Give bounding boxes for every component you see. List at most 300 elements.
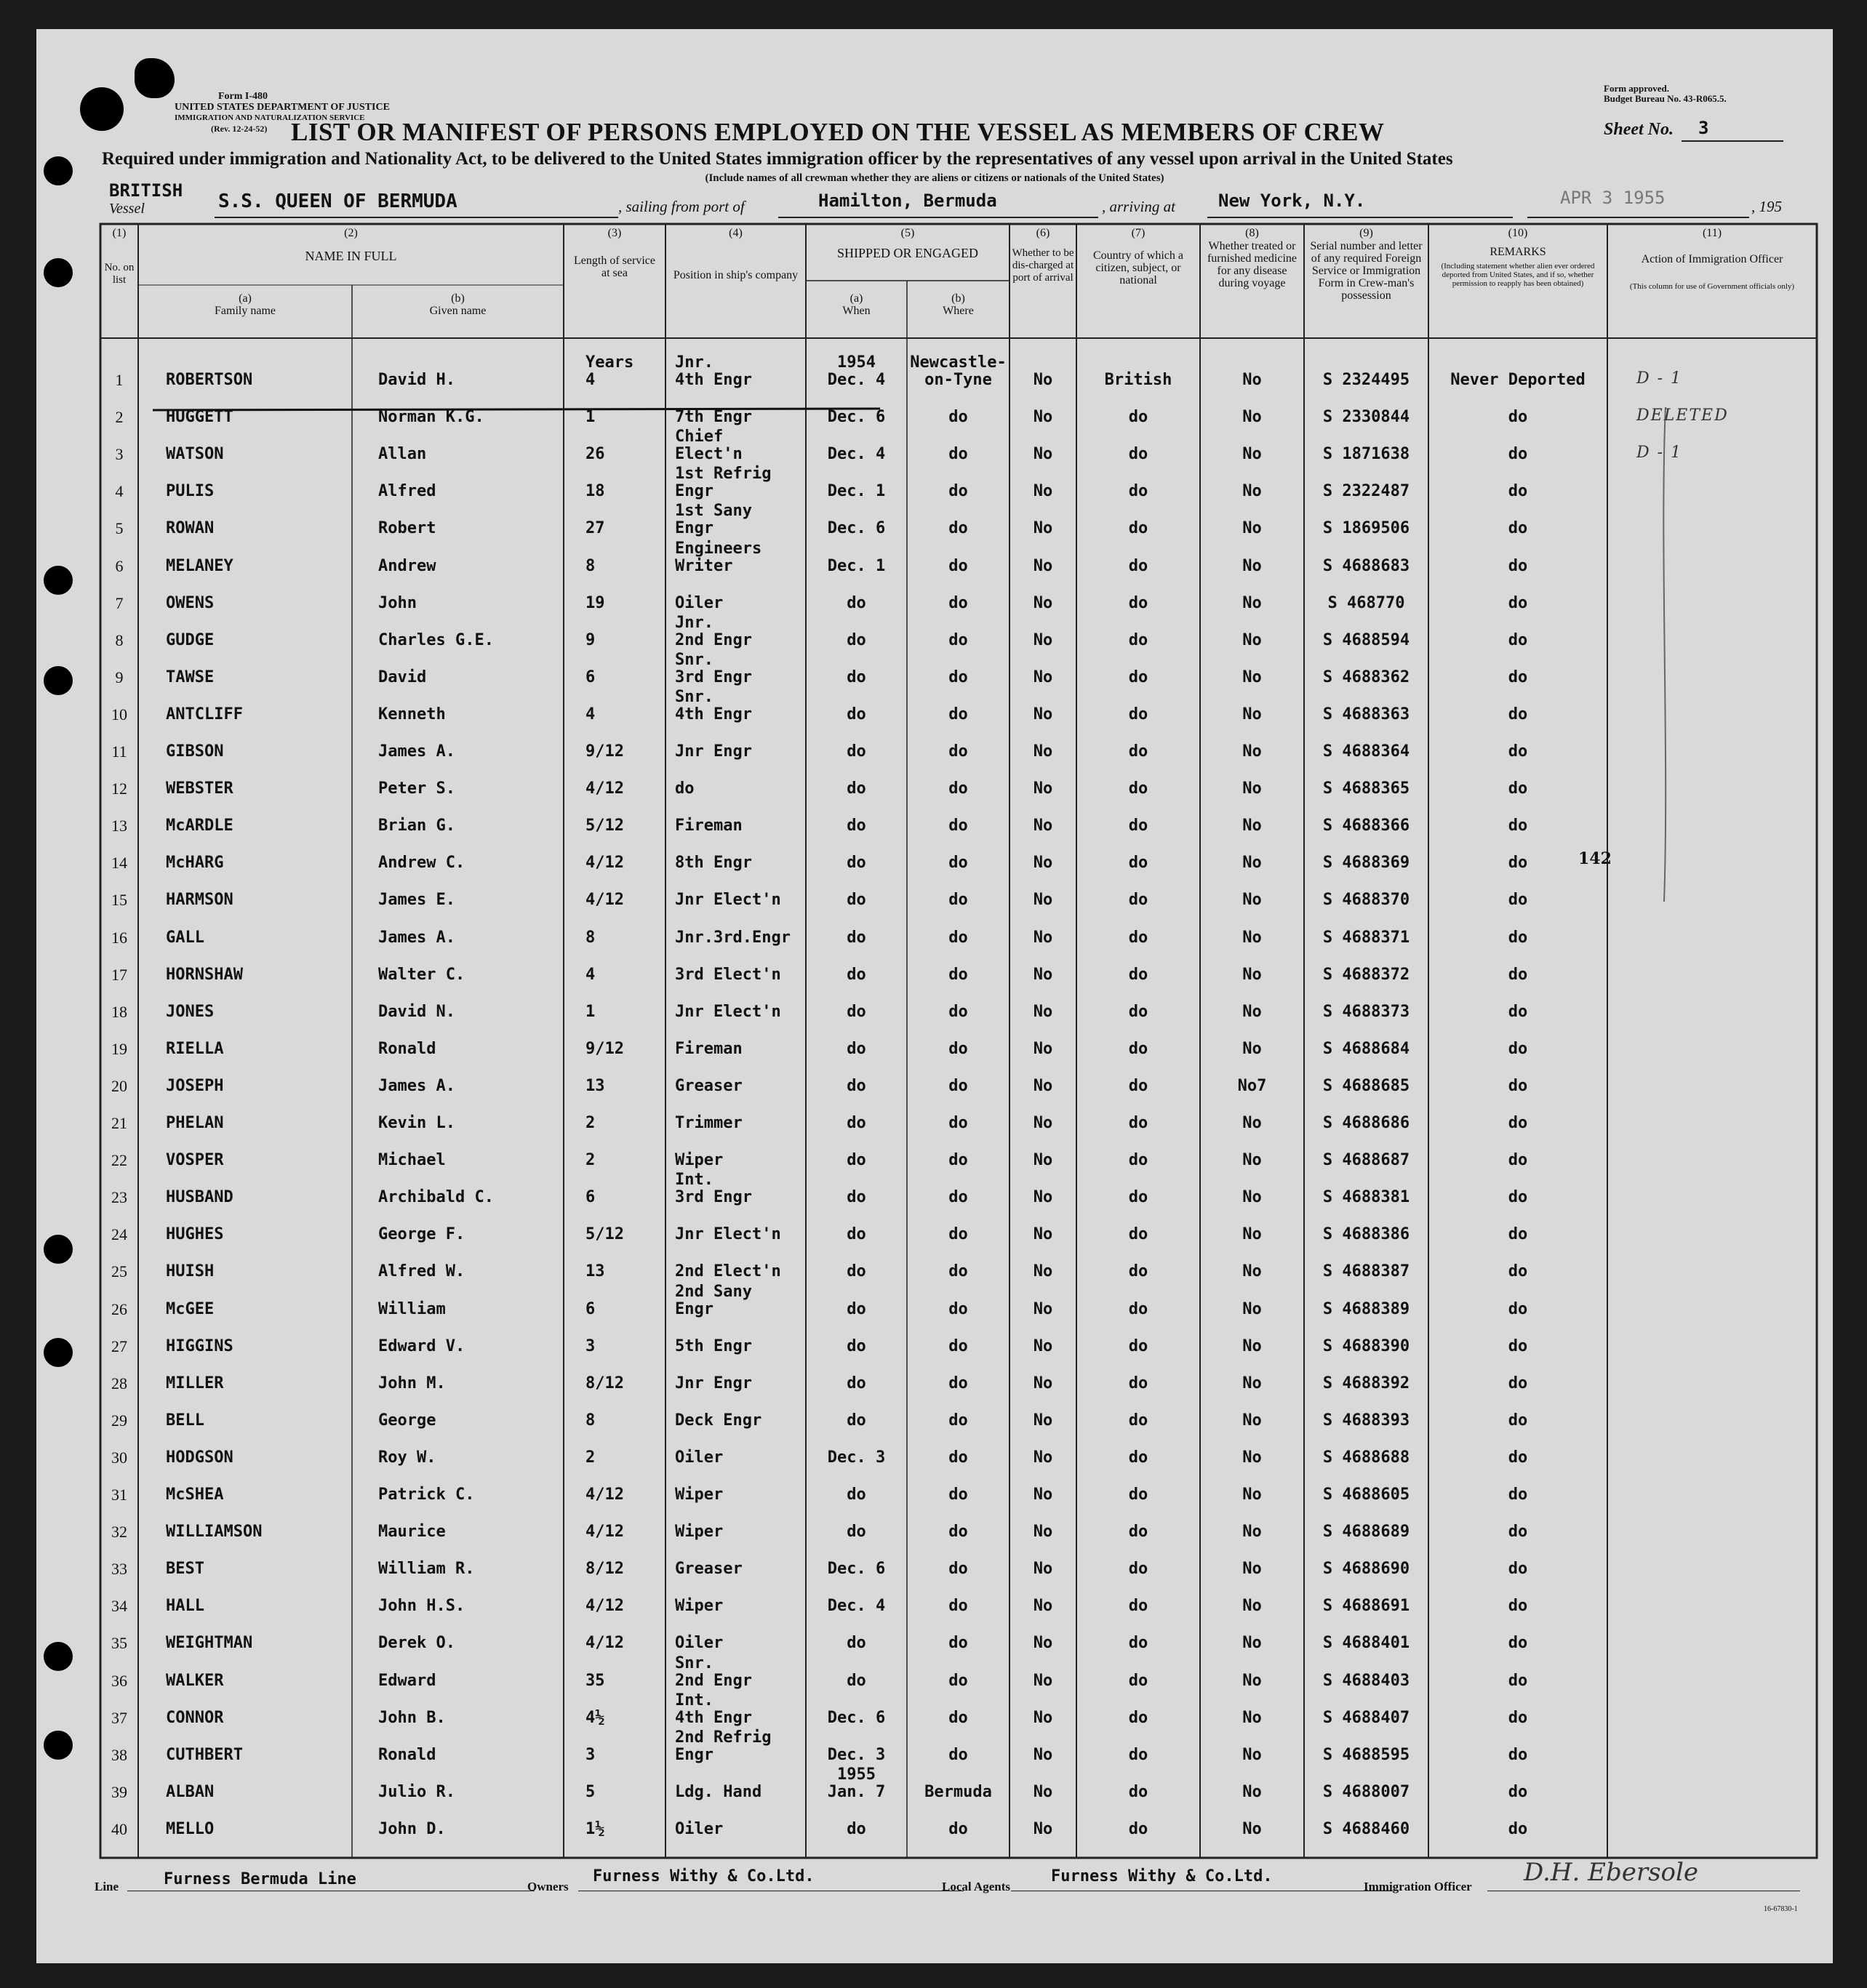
col-header-8: (8) bbox=[1245, 227, 1259, 239]
cell-remarks: do bbox=[1508, 630, 1528, 649]
cell-length: 3 bbox=[585, 1336, 596, 1355]
cell-when: do bbox=[847, 593, 866, 612]
cell-no: 27 bbox=[111, 1336, 127, 1355]
cell-where: do bbox=[948, 408, 968, 427]
cell-treated: No bbox=[1242, 371, 1262, 389]
cell-serial: S 4688392 bbox=[1322, 1374, 1410, 1392]
cell-family: HUSBAND bbox=[166, 1188, 233, 1207]
cell-serial: S 4688364 bbox=[1322, 742, 1410, 761]
cell-when: do bbox=[847, 965, 866, 984]
cell-country: do bbox=[1128, 1782, 1148, 1801]
cell-given: Archibald C. bbox=[378, 1188, 494, 1207]
cell-where: do bbox=[948, 668, 968, 686]
cell-position: Oiler bbox=[675, 1634, 724, 1653]
cell-position-upper: Int. bbox=[675, 1691, 713, 1710]
cell-no: 13 bbox=[111, 817, 127, 835]
cell-where-upper: Newcastle- bbox=[910, 353, 1007, 372]
cell-serial: S 468770 bbox=[1327, 593, 1405, 612]
cell-position: Trimmer bbox=[675, 1114, 743, 1132]
cell-when: do bbox=[847, 1374, 866, 1392]
col-header-4: (4) bbox=[729, 227, 743, 239]
manifest-note: (Include names of all crewman whether they are aliens or citizens or nationals of the United States) bbox=[705, 172, 1164, 184]
cell-position: Engr bbox=[675, 482, 713, 501]
cell-family: ALBAN bbox=[166, 1782, 215, 1801]
cell-serial: S 4688407 bbox=[1322, 1708, 1410, 1727]
cell-no: 20 bbox=[111, 1076, 127, 1095]
cell-where: do bbox=[948, 1523, 968, 1542]
col-header-remarks: REMARKS bbox=[1490, 246, 1546, 258]
year-suffix: , 195 bbox=[1751, 198, 1782, 215]
cell-where: do bbox=[948, 1486, 968, 1504]
cell-length: 8 bbox=[585, 928, 596, 947]
cell-remarks: do bbox=[1508, 1114, 1528, 1132]
cell-position-upper: Jnr. bbox=[675, 353, 713, 372]
cell-family: WEIGHTMAN bbox=[166, 1634, 253, 1653]
cell-family: GALL bbox=[166, 928, 204, 947]
cell-serial: S 4688370 bbox=[1322, 891, 1410, 910]
manifest-subtitle: Required under immigration and Nationality Act, to be delivered to the United States immigration officer by the representatives of any vessel upon arrival in the United States bbox=[102, 149, 1453, 169]
print-code: 16-67830-1 bbox=[1764, 1905, 1798, 1913]
cell-remarks: do bbox=[1508, 742, 1528, 761]
cell-serial: S 4688460 bbox=[1322, 1819, 1410, 1838]
cell-where: do bbox=[948, 556, 968, 575]
cell-length: 4/12 bbox=[585, 891, 624, 910]
cell-where: do bbox=[948, 1745, 968, 1764]
col-header-11: (11) bbox=[1702, 227, 1722, 239]
cell-family: CONNOR bbox=[166, 1708, 224, 1727]
cell-serial: S 4688683 bbox=[1322, 556, 1410, 575]
cell-remarks: do bbox=[1508, 1151, 1528, 1170]
cell-family: ROBERTSON bbox=[166, 371, 253, 389]
cell-family: MELLO bbox=[166, 1819, 215, 1838]
cell-country: do bbox=[1128, 445, 1148, 464]
cell-serial: S 4688684 bbox=[1322, 1039, 1410, 1058]
cell-treated: No bbox=[1242, 1560, 1262, 1579]
cell-country: do bbox=[1128, 965, 1148, 984]
cell-position: Greaser bbox=[675, 1560, 743, 1579]
cell-disch: No bbox=[1033, 1745, 1053, 1764]
cell-serial: S 4688373 bbox=[1322, 1002, 1410, 1021]
cell-no: 26 bbox=[111, 1299, 127, 1318]
cell-no: 23 bbox=[111, 1188, 127, 1207]
cell-disch: No bbox=[1033, 1671, 1053, 1690]
col-header-given-name: (b) Given name bbox=[429, 292, 487, 317]
cell-given: Ronald bbox=[378, 1039, 436, 1058]
cell-remarks: do bbox=[1508, 1708, 1528, 1727]
cell-serial: S 4688403 bbox=[1322, 1671, 1410, 1690]
cell-position: Jnr Engr bbox=[675, 742, 752, 761]
cell-country: do bbox=[1128, 928, 1148, 947]
cell-length: 8 bbox=[585, 1411, 596, 1430]
cell-treated: No bbox=[1242, 854, 1262, 873]
cell-where: do bbox=[948, 928, 968, 947]
cell-remarks: do bbox=[1508, 1486, 1528, 1504]
cell-remarks: do bbox=[1508, 519, 1528, 538]
cell-length: 6 bbox=[585, 1188, 596, 1207]
cell-serial: S 2324495 bbox=[1322, 371, 1410, 389]
cell-disch: No bbox=[1033, 1523, 1053, 1542]
cell-position: Wiper bbox=[675, 1523, 724, 1542]
col-header-when: (a) When bbox=[842, 292, 871, 317]
cell-length: 35 bbox=[585, 1671, 605, 1690]
col-header-country: Country of which a citizen, subject, or national bbox=[1093, 249, 1183, 286]
department-name: UNITED STATES DEPARTMENT OF JUSTICE bbox=[175, 102, 390, 113]
cell-treated: No bbox=[1242, 482, 1262, 501]
cell-length: 9/12 bbox=[585, 1039, 624, 1058]
cell-country: do bbox=[1128, 742, 1148, 761]
cell-position: do bbox=[675, 779, 695, 798]
cell-remarks: do bbox=[1508, 854, 1528, 873]
cell-given: Maurice bbox=[378, 1523, 446, 1542]
cell-country: do bbox=[1128, 1634, 1148, 1653]
cell-family: OWENS bbox=[166, 593, 215, 612]
cell-serial: S 4688689 bbox=[1322, 1523, 1410, 1542]
cell-when: do bbox=[847, 1076, 866, 1095]
cell-when: Jan. 7 bbox=[827, 1782, 886, 1801]
cell-treated: No bbox=[1242, 965, 1262, 984]
cell-when: Dec. 4 bbox=[827, 445, 886, 464]
cell-disch: No bbox=[1033, 482, 1053, 501]
cell-where: do bbox=[948, 1225, 968, 1244]
cell-treated: No bbox=[1242, 1745, 1262, 1764]
cell-position-upper: 2nd Sany bbox=[675, 1282, 752, 1301]
cell-no: 28 bbox=[111, 1374, 127, 1392]
cell-length: 3 bbox=[585, 1745, 596, 1764]
cell-treated: No bbox=[1242, 556, 1262, 575]
cell-family: McARDLE bbox=[166, 817, 233, 835]
cell-given: James A. bbox=[378, 742, 455, 761]
cell-country: do bbox=[1128, 1002, 1148, 1021]
cell-given: Edward V. bbox=[378, 1336, 465, 1355]
officer-label: Immigration Officer bbox=[1364, 1880, 1472, 1893]
cell-no: 31 bbox=[111, 1486, 127, 1504]
cell-where: do bbox=[948, 1114, 968, 1132]
cell-given: Julio R. bbox=[378, 1782, 455, 1801]
service-name: IMMIGRATION AND NATURALIZATION SERVICE bbox=[175, 113, 365, 122]
cell-length: 6 bbox=[585, 668, 596, 686]
cell-family: HALL bbox=[166, 1597, 204, 1616]
col-header-2: (2) bbox=[344, 227, 358, 239]
cell-position-upper: Snr. bbox=[675, 1654, 713, 1672]
vessel-name: S.S. QUEEN OF BERMUDA bbox=[218, 191, 457, 212]
cell-where: do bbox=[948, 891, 968, 910]
cell-treated: No bbox=[1242, 1634, 1262, 1653]
cell-family: CUTHBERT bbox=[166, 1745, 243, 1764]
cell-remarks: do bbox=[1508, 445, 1528, 464]
cell-where: do bbox=[948, 1374, 968, 1392]
cell-disch: No bbox=[1033, 1560, 1053, 1579]
cell-remarks: do bbox=[1508, 1262, 1528, 1281]
cell-given: Alfred bbox=[378, 482, 436, 501]
manifest-title: LIST OR MANIFEST OF PERSONS EMPLOYED ON THE VESSEL AS MEMBERS OF CREW bbox=[291, 118, 1385, 146]
cell-given: George bbox=[378, 1411, 436, 1430]
cell-remarks: do bbox=[1508, 482, 1528, 501]
cell-position: Deck Engr bbox=[675, 1411, 762, 1430]
cell-position-upper: Engineers bbox=[675, 539, 762, 558]
cell-where: do bbox=[948, 1634, 968, 1653]
cell-serial: S 4688691 bbox=[1322, 1597, 1410, 1616]
cell-no: 10 bbox=[111, 705, 127, 724]
cell-position: 2nd Engr bbox=[675, 1671, 752, 1690]
cell-length: 27 bbox=[585, 519, 605, 538]
cell-when: do bbox=[847, 891, 866, 910]
cell-position: Jnr Elect'n bbox=[675, 891, 781, 910]
cell-treated: No bbox=[1242, 408, 1262, 427]
cell-serial: S 4688369 bbox=[1322, 854, 1410, 873]
cell-remarks: do bbox=[1508, 817, 1528, 835]
cell-family: HODGSON bbox=[166, 1448, 233, 1467]
cell-family: BEST bbox=[166, 1560, 204, 1579]
cell-country: do bbox=[1128, 1151, 1148, 1170]
cell-when: do bbox=[847, 630, 866, 649]
cell-when: do bbox=[847, 928, 866, 947]
cell-position: Fireman bbox=[675, 1039, 743, 1058]
cell-given: Andrew C. bbox=[378, 854, 465, 873]
cell-when: Dec. 6 bbox=[827, 1708, 886, 1727]
cell-serial: S 4688381 bbox=[1322, 1188, 1410, 1207]
cell-length: 9/12 bbox=[585, 742, 624, 761]
cell-treated: No7 bbox=[1237, 1076, 1267, 1095]
cell-length: 8 bbox=[585, 556, 596, 575]
cell-where: Bermuda bbox=[924, 1782, 992, 1801]
officer-signature: D.H. Ebersole bbox=[1524, 1858, 1698, 1887]
cell-family: JONES bbox=[166, 1002, 215, 1021]
cell-remarks: do bbox=[1508, 1819, 1528, 1838]
cell-when: do bbox=[847, 1262, 866, 1281]
cell-disch: No bbox=[1033, 630, 1053, 649]
cell-length-upper: Years bbox=[585, 353, 634, 372]
cell-when: Dec. 1 bbox=[827, 556, 886, 575]
cell-country: do bbox=[1128, 1076, 1148, 1095]
cell-country: do bbox=[1128, 1523, 1148, 1542]
cell-given: Ronald bbox=[378, 1745, 436, 1764]
cell-when: do bbox=[847, 1671, 866, 1690]
cell-where: do bbox=[948, 1002, 968, 1021]
cell-disch: No bbox=[1033, 1076, 1053, 1095]
cell-country: do bbox=[1128, 408, 1148, 427]
cell-country: do bbox=[1128, 1708, 1148, 1727]
col-header-position: Position in ship's company bbox=[673, 269, 799, 281]
cell-serial: S 2322487 bbox=[1322, 482, 1410, 501]
arrival-port: New York, N.Y. bbox=[1218, 191, 1366, 211]
cell-where: do bbox=[948, 779, 968, 798]
cell-country: do bbox=[1128, 1486, 1148, 1504]
cell-where: do bbox=[948, 1299, 968, 1318]
cell-given: Kevin L. bbox=[378, 1114, 455, 1132]
cell-when: do bbox=[847, 1188, 866, 1207]
cell-position: Jnr Engr bbox=[675, 1374, 752, 1392]
cell-remarks: do bbox=[1508, 1076, 1528, 1095]
cell-disch: No bbox=[1033, 445, 1053, 464]
cell-serial: S 4688690 bbox=[1322, 1560, 1410, 1579]
cell-remarks: do bbox=[1508, 891, 1528, 910]
cell-when: do bbox=[847, 817, 866, 835]
revision-date: (Rev. 12-24-52) bbox=[211, 124, 268, 134]
cell-disch: No bbox=[1033, 1299, 1053, 1318]
cell-when: Dec. 6 bbox=[827, 519, 886, 538]
cell-remarks: do bbox=[1508, 779, 1528, 798]
cell-serial: S 4688595 bbox=[1322, 1745, 1410, 1764]
cell-country: do bbox=[1128, 1448, 1148, 1467]
cell-length: 4/12 bbox=[585, 1597, 624, 1616]
cell-position-upper: 1st Sany bbox=[675, 502, 752, 521]
cell-length: 4 bbox=[585, 371, 596, 389]
owners-label: Owners bbox=[527, 1880, 569, 1893]
cell-position: Oiler bbox=[675, 593, 724, 612]
cell-given: Walter C. bbox=[378, 965, 465, 984]
cell-disch: No bbox=[1033, 1151, 1053, 1170]
cell-remarks: do bbox=[1508, 928, 1528, 947]
col-header-7: (7) bbox=[1131, 227, 1146, 239]
cell-where: do bbox=[948, 1819, 968, 1838]
sailing-label: , sailing from port of bbox=[618, 198, 745, 215]
cell-given: John M. bbox=[378, 1374, 446, 1392]
cell-given: William bbox=[378, 1299, 446, 1318]
cell-country: do bbox=[1128, 482, 1148, 501]
cell-position: 2nd Elect'n bbox=[675, 1262, 781, 1281]
cell-remarks: do bbox=[1508, 1523, 1528, 1542]
cell-where: do bbox=[948, 965, 968, 984]
cell-country: do bbox=[1128, 817, 1148, 835]
cell-length: 18 bbox=[585, 482, 605, 501]
cell-position-upper: Jnr. bbox=[675, 613, 713, 632]
cell-position: 8th Engr bbox=[675, 854, 752, 873]
cell-family: WALKER bbox=[166, 1671, 224, 1690]
cell-country: British bbox=[1104, 371, 1172, 389]
cell-treated: No bbox=[1242, 1782, 1262, 1801]
cell-remarks: do bbox=[1508, 1225, 1528, 1244]
cell-given: Alfred W. bbox=[378, 1262, 465, 1281]
col-header-where: (b) Where bbox=[943, 292, 974, 317]
cell-where: do bbox=[948, 1560, 968, 1579]
cell-length: 13 bbox=[585, 1262, 605, 1281]
cell-treated: No bbox=[1242, 817, 1262, 835]
col-header-treated: Whether treated or furnished medicine for any disease during voyage bbox=[1207, 240, 1298, 289]
cell-when: do bbox=[847, 1523, 866, 1542]
cell-length: 8/12 bbox=[585, 1374, 624, 1392]
cell-country: do bbox=[1128, 668, 1148, 686]
cell-family: WEBSTER bbox=[166, 779, 233, 798]
cell-country: do bbox=[1128, 593, 1148, 612]
cell-when: do bbox=[847, 1486, 866, 1504]
cell-disch: No bbox=[1033, 1448, 1053, 1467]
cell-treated: No bbox=[1242, 1002, 1262, 1021]
cell-length: 4/12 bbox=[585, 779, 624, 798]
cell-treated: No bbox=[1242, 1039, 1262, 1058]
cell-serial: S 4688007 bbox=[1322, 1782, 1410, 1801]
cell-no: 19 bbox=[111, 1039, 127, 1058]
cell-treated: No bbox=[1242, 445, 1262, 464]
cell-family: MILLER bbox=[166, 1374, 224, 1392]
cell-position: 7th Engr bbox=[675, 408, 752, 427]
cell-family: JOSEPH bbox=[166, 1076, 224, 1095]
cell-no: 16 bbox=[111, 928, 127, 947]
cell-position: Greaser bbox=[675, 1076, 743, 1095]
cell-disch: No bbox=[1033, 1188, 1053, 1207]
cell-disch: No bbox=[1033, 705, 1053, 724]
cell-country: do bbox=[1128, 1039, 1148, 1058]
cell-family: BELL bbox=[166, 1411, 204, 1430]
cell-disch: No bbox=[1033, 1002, 1053, 1021]
cell-position: 5th Engr bbox=[675, 1336, 752, 1355]
cell-serial: S 4688594 bbox=[1322, 630, 1410, 649]
cell-remarks: do bbox=[1508, 705, 1528, 724]
cell-no: 4 bbox=[115, 482, 124, 501]
cell-length: 4/12 bbox=[585, 854, 624, 873]
cell-family: VOSPER bbox=[166, 1151, 224, 1170]
cell-where: do bbox=[948, 1597, 968, 1616]
cell-family: HORNSHAW bbox=[166, 965, 243, 984]
vessel-label: Vessel bbox=[109, 201, 145, 217]
cell-serial: S 4688363 bbox=[1322, 705, 1410, 724]
arriving-label: , arriving at bbox=[1102, 198, 1175, 215]
cell-no: 39 bbox=[111, 1782, 127, 1801]
cell-no: 29 bbox=[111, 1411, 127, 1430]
col-header-shipped: SHIPPED OR ENGAGED bbox=[836, 246, 978, 260]
cell-given: Allan bbox=[378, 445, 427, 464]
cell-no: 40 bbox=[111, 1819, 127, 1838]
cell-position: Writer bbox=[675, 556, 733, 575]
cell-country: do bbox=[1128, 1336, 1148, 1355]
cell-given: David N. bbox=[378, 1002, 455, 1021]
cell-where: do bbox=[948, 1151, 968, 1170]
cell-serial: S 4688365 bbox=[1322, 779, 1410, 798]
cell-country: do bbox=[1128, 854, 1148, 873]
col-header-length: Length of service at sea bbox=[574, 254, 655, 279]
cell-length: 5/12 bbox=[585, 817, 624, 835]
cell-position-upper: Snr. bbox=[675, 687, 713, 706]
cell-where: do bbox=[948, 593, 968, 612]
vessel-flag: BRITISH bbox=[109, 180, 183, 201]
cell-when: Dec. 1 bbox=[827, 482, 886, 501]
cell-disch: No bbox=[1033, 371, 1053, 389]
cell-remarks: do bbox=[1508, 1634, 1528, 1653]
cell-remarks: Never Deported bbox=[1450, 371, 1586, 389]
cell-no: 24 bbox=[111, 1225, 127, 1244]
cell-country: do bbox=[1128, 1299, 1148, 1318]
cell-remarks: do bbox=[1508, 408, 1528, 427]
cell-family: HIGGINS bbox=[166, 1336, 233, 1355]
cell-country: do bbox=[1128, 1745, 1148, 1764]
cell-action: D - 1 bbox=[1636, 369, 1683, 388]
cell-serial: S 1871638 bbox=[1322, 445, 1410, 464]
cell-no: 34 bbox=[111, 1597, 127, 1616]
cell-no: 22 bbox=[111, 1151, 127, 1170]
cell-treated: No bbox=[1242, 1523, 1262, 1542]
cell-position-upper: Snr. bbox=[675, 650, 713, 669]
cell-length: 4/12 bbox=[585, 1486, 624, 1504]
cell-when: Dec. 4 bbox=[827, 1597, 886, 1616]
cell-no: 35 bbox=[111, 1634, 127, 1653]
cell-given: Roy W. bbox=[378, 1448, 436, 1467]
cell-country: do bbox=[1128, 1114, 1148, 1132]
cell-family: WILLIAMSON bbox=[166, 1523, 263, 1542]
cell-country: do bbox=[1128, 1671, 1148, 1690]
cell-length: 2 bbox=[585, 1151, 596, 1170]
cell-where: do bbox=[948, 1448, 968, 1467]
cell-treated: No bbox=[1242, 1336, 1262, 1355]
cell-remarks: do bbox=[1508, 1560, 1528, 1579]
cell-position: 3rd Engr bbox=[675, 1188, 752, 1207]
cell-no: 14 bbox=[111, 854, 127, 873]
cell-country: do bbox=[1128, 1374, 1148, 1392]
cell-no: 18 bbox=[111, 1002, 127, 1021]
cell-serial: S 1869506 bbox=[1322, 519, 1410, 538]
cell-when-upper: 1954 bbox=[837, 353, 876, 372]
cell-no: 33 bbox=[111, 1560, 127, 1579]
cell-country: do bbox=[1128, 630, 1148, 649]
cell-family: PHELAN bbox=[166, 1114, 224, 1132]
